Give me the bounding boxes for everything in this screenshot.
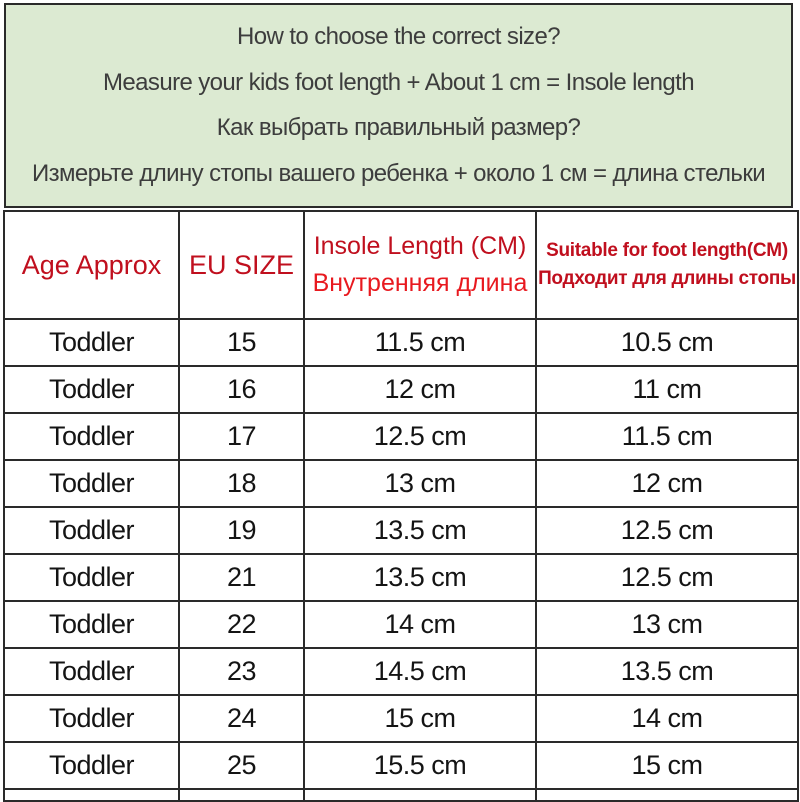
foot-length-cell: 14 cm [536,695,798,742]
age-cell: Toddler [4,460,179,507]
insole-length-header-en: Insole Length (CM) [313,231,527,260]
foot-length-cell: 13.5 cm [536,648,798,695]
eu-size-cell: 15 [179,319,304,366]
insole-length-header [304,211,536,319]
age-approx-header: Age Approx [4,211,179,319]
insole-length-cell: 14 cm [304,601,536,648]
age-cell: Toddler [4,695,179,742]
table-row [4,695,798,742]
instruction-line-ru-formula: Измерьте длину стопы вашего ребенка + около 1 см = длина стельки [31,160,766,188]
eu-size-cell: 19 [179,507,304,554]
table-row [4,648,798,695]
age-cell: Toddler [4,648,179,695]
table-header-row [4,211,798,319]
foot-length-header [536,211,798,319]
insole-length-cell [304,789,536,801]
foot-length-header-ru: Подходит для длины стопы [538,268,796,289]
eu-size-cell: 23 [179,648,304,695]
foot-length-cell: 10.5 cm [536,319,798,366]
eu-size-cell: 22 [179,601,304,648]
age-cell: Toddler [4,601,179,648]
age-cell: Toddler [4,413,179,460]
insole-length-cell: 15 cm [304,695,536,742]
size-chart-table [3,210,799,802]
table-row [4,319,798,366]
table-row-clipped [4,789,798,801]
insole-length-cell: 12.5 cm [304,413,536,460]
instruction-line-en-formula: Measure your kids foot length + About 1 cm = Insole length [103,68,694,96]
foot-length-cell [536,789,798,801]
table-row [4,507,798,554]
table-row [4,742,798,789]
table-row [4,554,798,601]
eu-size-cell: 21 [179,554,304,601]
insole-length-cell: 13.5 cm [304,554,536,601]
foot-length-header-en: Suitable for foot length(CM) [546,239,788,261]
age-cell: Toddler [4,507,179,554]
insole-length-header-ru: Внутренняя длина [312,269,528,297]
insole-length-cell: 14.5 cm [304,648,536,695]
eu-size-cell: 24 [179,695,304,742]
insole-length-cell: 15.5 cm [304,742,536,789]
table-row [4,460,798,507]
eu-size-cell [179,789,304,801]
age-cell [4,789,179,801]
table-row [4,366,798,413]
age-cell: Toddler [4,554,179,601]
table-row [4,413,798,460]
instruction-line-en-title: How to choose the correct size? [237,22,560,50]
eu-size-cell: 17 [179,413,304,460]
insole-length-cell: 13 cm [304,460,536,507]
eu-size-cell: 25 [179,742,304,789]
foot-length-cell: 12.5 cm [536,507,798,554]
age-cell: Toddler [4,742,179,789]
insole-length-cell: 13.5 cm [304,507,536,554]
eu-size-header: EU SIZE [179,211,304,319]
foot-length-cell: 11.5 cm [536,413,798,460]
sizing-instructions-box [4,3,793,208]
foot-length-cell: 13 cm [536,601,798,648]
table-row [4,601,798,648]
age-cell: Toddler [4,319,179,366]
insole-length-cell: 11.5 cm [304,319,536,366]
foot-length-cell: 12 cm [536,460,798,507]
instruction-line-ru-title: Как выбрать правильный размер? [216,114,581,142]
foot-length-cell: 12.5 cm [536,554,798,601]
eu-size-cell: 16 [179,366,304,413]
eu-size-cell: 18 [179,460,304,507]
insole-length-cell: 12 cm [304,366,536,413]
foot-length-cell: 15 cm [536,742,798,789]
age-cell: Toddler [4,366,179,413]
foot-length-cell: 11 cm [536,366,798,413]
